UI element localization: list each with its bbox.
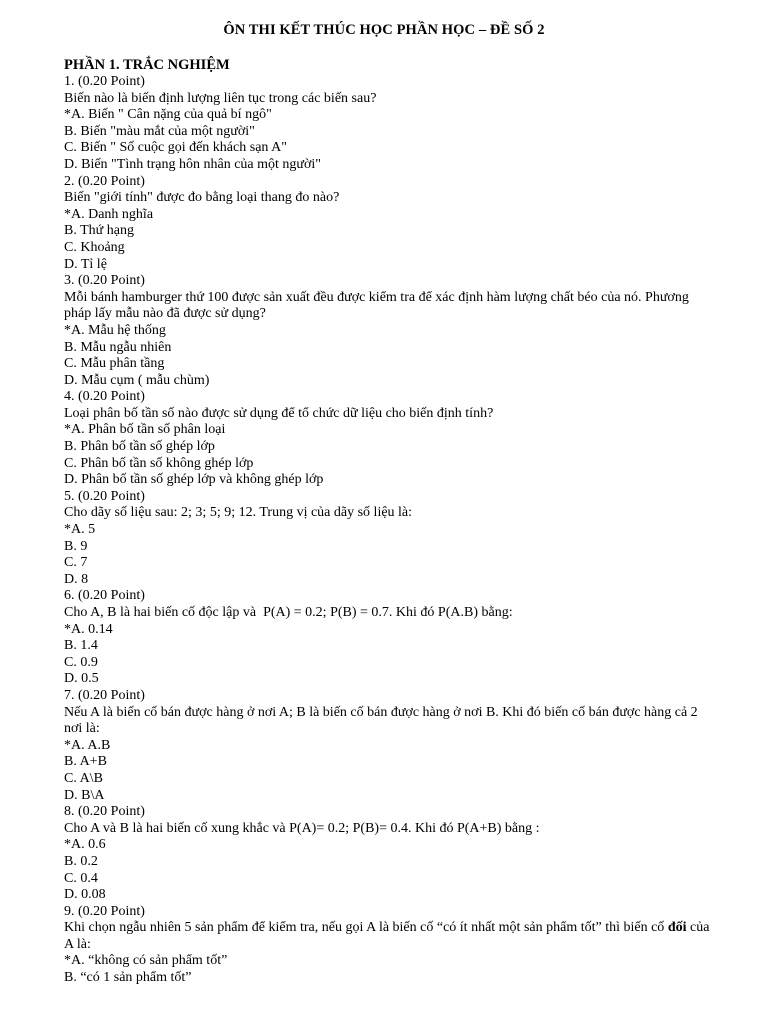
option-c: C. Khoảng xyxy=(64,239,125,255)
question-header: 8. (0.20 Point) xyxy=(64,804,145,820)
option-a: *A. Biến " Cân nặng của quả bí ngô" xyxy=(64,107,272,123)
question-8 xyxy=(64,804,714,904)
option-d: D. 0.5 xyxy=(64,671,99,687)
option-c: C. 0.4 xyxy=(64,870,98,886)
option-a: *A. 5 xyxy=(64,522,96,538)
question-2 xyxy=(64,174,714,274)
option-a: *A. 0.14 xyxy=(64,621,113,637)
option-a: *A. 0.6 xyxy=(64,837,106,853)
option-c: C. Biến " Số cuộc gọi đến khách sạn A" xyxy=(64,140,287,156)
question-header: 9. (0.20 Point) xyxy=(64,903,145,919)
option-b: B. Mẫu ngẫu nhiên xyxy=(64,339,172,355)
option-d: D. Biến "Tình trạng hôn nhân của một người" xyxy=(64,156,321,172)
question-text: Mỗi bánh hamburger thứ 100 được sản xuất đều được kiểm tra để xác định hàm lượng chất béo của nó. Phương pháp lấy mẫu nào đã được sử dụng? xyxy=(64,289,689,322)
question-4 xyxy=(64,389,714,489)
question-7 xyxy=(64,688,714,804)
question-text: Biến "giới tính" được đo bằng loại thang đo nào? xyxy=(64,190,340,206)
question-text: Loại phân bố tần số nào được sử dụng để tổ chức dữ liệu cho biến định tính? xyxy=(64,405,494,421)
option-d: D. Tỉ lệ xyxy=(64,256,107,272)
option-b: B. Phân bố tần số ghép lớp xyxy=(64,439,215,455)
question-text xyxy=(64,920,714,953)
question-header: 2. (0.20 Point) xyxy=(64,173,145,189)
question-text: Cho A, B là hai biến cố độc lập và P(A) = 0.2; P(B) = 0.7. Khi đó P(A.B) bằng: xyxy=(64,605,513,620)
option-b: B. 9 xyxy=(64,538,88,554)
option-d: D. Phân bố tần số ghép lớp và không ghép lớp xyxy=(64,472,324,488)
section-title: PHẦN 1. TRẮC NGHIỆM xyxy=(64,57,230,73)
question-9 xyxy=(64,904,714,987)
option-b: B. A+B xyxy=(64,754,107,770)
option-d: D. B\A xyxy=(64,787,105,803)
option-c: C. A\B xyxy=(64,770,103,786)
document-body xyxy=(64,57,714,987)
document-title: ÔN THI KẾT THÚC HỌC PHẦN HỌC – ĐỀ SỐ 2 xyxy=(223,22,545,38)
question-header: 4. (0.20 Point) xyxy=(64,389,145,405)
question-text-part: của A là: xyxy=(64,920,710,952)
option-a: *A. Phân bố tần số phân loại xyxy=(64,422,226,438)
option-b: B. Biến "màu mắt của một người" xyxy=(64,123,255,139)
question-text-bold: đối xyxy=(667,920,687,936)
option-c: C. 0.9 xyxy=(64,654,98,670)
option-a: *A. Danh nghĩa xyxy=(64,206,154,222)
question-text: Cho dãy số liệu sau: 2; 3; 5; 9; 12. Trung vị của dãy số liệu là: xyxy=(64,505,413,521)
question-text: Nếu A là biến cố bán được hàng ở nơi A; B là biến cố bán được hàng ở nơi B. Khi đó biến cố bán được hàng cả 2 nơi là: xyxy=(64,704,698,737)
option-d: D. 8 xyxy=(64,571,89,587)
option-d: D. 0.08 xyxy=(64,887,106,903)
option-c: C. Mẫu phân tầng xyxy=(64,356,165,372)
option-a: *A. “không có sản phẩm tốt” xyxy=(64,953,228,969)
question-header: 1. (0.20 Point) xyxy=(64,74,145,89)
question-1 xyxy=(64,74,714,174)
question-3 xyxy=(64,273,714,389)
option-b: B. “có 1 sản phẩm tốt” xyxy=(64,970,192,986)
option-b: B. Thứ hạng xyxy=(64,223,134,239)
question-text: Cho A và B là hai biến cố xung khắc và P(A)= 0.2; P(B)= 0.4. Khi đó P(A+B) bằng : xyxy=(64,820,540,836)
option-a: *A. Mẫu hệ thống xyxy=(64,322,166,338)
option-a: *A. A.B xyxy=(64,737,111,753)
question-text: Biến nào là biến định lượng liên tục trong các biến sau? xyxy=(64,90,377,106)
question-6 xyxy=(64,588,714,688)
question-header: 6. (0.20 Point) xyxy=(64,588,145,604)
option-c: C. Phân bố tần số không ghép lớp xyxy=(64,455,254,471)
option-c: C. 7 xyxy=(64,555,88,571)
question-5 xyxy=(64,489,714,589)
question-header: 7. (0.20 Point) xyxy=(64,687,145,703)
question-text-part: Khi chọn ngẫu nhiên 5 sản phẩm để kiểm tra, nếu gọi A là biến cố “có ít nhất một sản phẩm tốt” thì biến cố xyxy=(64,920,668,936)
question-header: 5. (0.20 Point) xyxy=(64,488,145,504)
option-b: B. 1.4 xyxy=(64,638,98,654)
option-b: B. 0.2 xyxy=(64,853,98,869)
question-header: 3. (0.20 Point) xyxy=(64,273,145,289)
option-d: D. Mẫu cụm ( mẫu chùm) xyxy=(64,372,210,388)
